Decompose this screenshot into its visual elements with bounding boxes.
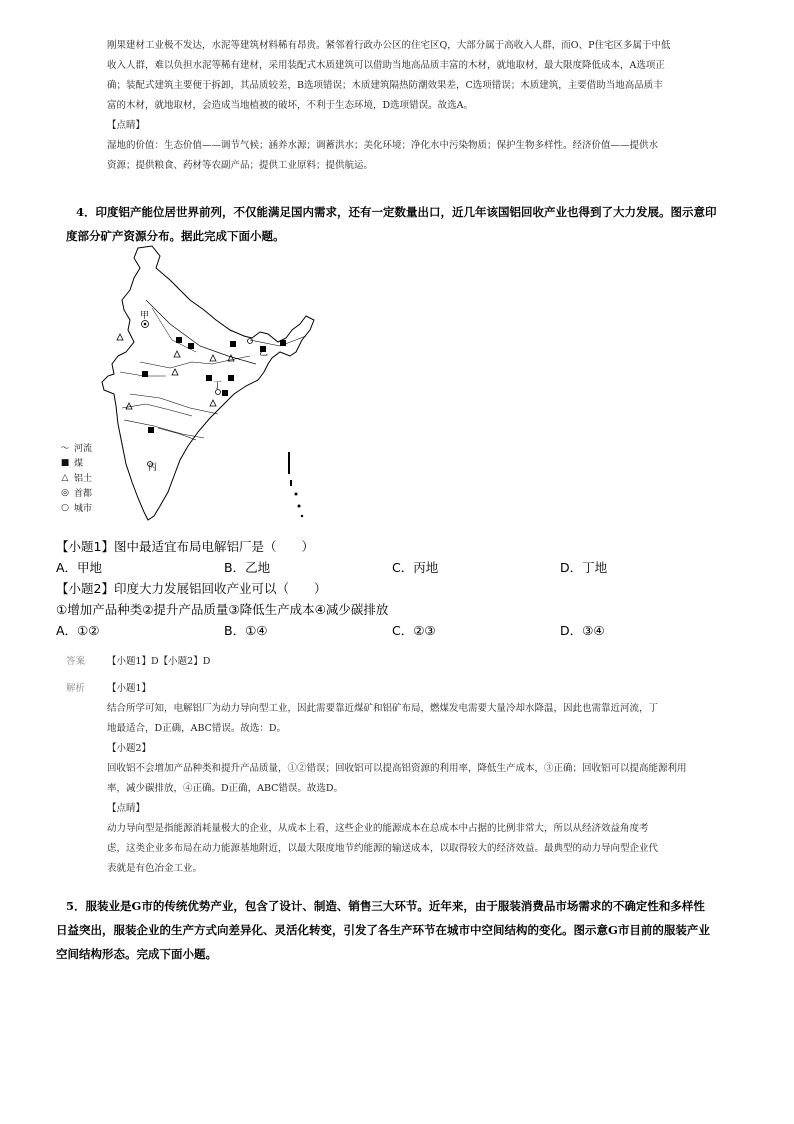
q4-stem-line: 4．印度铝产能位居世界前列，不仅能满足国内需求，还有一定数量出口，近几年该国铝回收产业也得到了大力发展。图示意印: [76, 205, 717, 219]
map-legend: [56, 440, 92, 515]
label-bing: 丙: [148, 463, 158, 473]
prev-answer-line: 富的木材，就地取材，会造成当地植被的破坏，不利于生态环境，D选项错误。故选A。: [107, 100, 473, 111]
analysis-sub1-label: 【小题1】: [107, 683, 152, 694]
sub1-options: [56, 557, 756, 578]
q5-stem-line: 日益突出，服装企业的生产方式向差异化、灵活化转变，引发了各生产环节在城市中空间结构的变化。图示意G市目前的服装产业: [56, 923, 710, 937]
bauxite-symbols: [117, 334, 234, 409]
coal-symbol-icon: ■: [60, 457, 70, 468]
q5-stem-line: 5．服装业是G市的传统优势产业，包含了设计、制造、销售三大环节。近年来，由于服装消费品市场需求的不确定性和多样性: [66, 899, 705, 913]
sub2-option-a[interactable]: A．①②: [56, 623, 100, 638]
capital-symbol-marker: [142, 321, 149, 328]
legend-item-bauxite: [56, 470, 92, 485]
analysis-block: [107, 679, 747, 879]
dianjing-line: 表就是有色冶金工业。: [107, 863, 203, 874]
andaman-islands: [288, 452, 303, 517]
river-krishna: [124, 420, 204, 438]
analysis-sub2-label: 【小题2】: [107, 743, 152, 754]
answer-text: 【小题1】D【小题2】D: [107, 656, 211, 667]
bauxite-symbol-icon: △: [61, 472, 69, 483]
sub2-stem: 【小题2】印度大力发展铝回收产业可以（ ）: [56, 581, 327, 596]
question-5-stem: [56, 894, 756, 966]
sub1-option-a[interactable]: A．甲地: [56, 560, 103, 575]
india-outline: [102, 246, 314, 520]
legend-label: 煤: [74, 459, 84, 469]
river-brahmaputra: [250, 336, 306, 346]
analysis-tag: 解析: [66, 683, 86, 694]
prev-answer-line: 收入人群，难以负担水泥等稀有建材，采用装配式木质建筑可以借助当地高品质丰富的木材，就地取材，最大限度降低成本，A选项正: [107, 60, 665, 71]
legend-item-coal: [56, 455, 92, 470]
label-jia: 甲: [140, 311, 150, 321]
legend-label: 城市: [74, 504, 93, 514]
india-mineral-map: [100, 244, 325, 529]
capital-symbol-icon: ◎: [61, 487, 69, 498]
river-symbol-icon: 〜: [60, 444, 70, 454]
legend-label: 铝土: [74, 474, 93, 484]
legend-item-river: [56, 440, 92, 455]
legend-label: 首都: [74, 489, 93, 499]
analysis-line: 结合所学可知，电解铝厂为动力导向型工业，因此需要靠近煤矿和铝矿布局，燃煤发电需要大量冷却水降温，因此也需靠近河流，丁: [107, 703, 659, 714]
sub2-option-d[interactable]: D．③④: [560, 623, 605, 638]
q5-stem-line: 空间结构形态。完成下面小题。: [56, 947, 217, 961]
river-ganges: [146, 300, 256, 364]
dianjing-line: 资源；提供粮食、药材等农副产品；提供工业原料；提供航运。: [107, 160, 374, 171]
dianjing-label: 【点睛】: [107, 120, 146, 131]
sub1-option-b[interactable]: B．乙地: [224, 560, 271, 575]
sub2-option-c[interactable]: C．②③: [392, 623, 436, 638]
dianjing-line: 虑，这类企业多布局在动力能源基地附近，以最大限度地节约能源的输送成本，以取得较大的经济效益。最典型的动力导向型企业代: [107, 843, 659, 854]
label-ding: 丁: [213, 381, 223, 391]
city-symbols: [148, 339, 253, 467]
legend-item-city: [56, 500, 92, 515]
prev-answer-line: 刚果建材工业极不发达，水泥等建筑材料稀有昂贵。紧邻着行政办公区的住宅区Q，大部分属于高收入人群，而O、P住宅区多属于中低: [107, 40, 671, 51]
answer-tag: 答案: [66, 656, 86, 667]
sub2-option-b[interactable]: B．①④: [224, 623, 268, 638]
sub1-stem: 【小题1】图中最适宜布局电解铝厂是（ ）: [56, 539, 314, 554]
question-4-stem: [66, 200, 756, 248]
legend-label: 河流: [74, 444, 93, 454]
analysis-line: 回收铝不会增加产品种类和提升产品质量，①②错误；回收铝可以提高铝资源的利用率，降低生产成本，③正确；回收铝可以提高能源利用: [107, 763, 687, 774]
q4-stem-line: 度部分矿产资源分布。据此完成下面小题。: [66, 229, 285, 243]
dianjing-line: 动力导向型是指能源消耗量极大的企业，从成本上看，这些企业的能源成本在总成本中占据的比例非常大，所以从经济效益角度考: [107, 823, 649, 834]
analysis-line: 地最适合，D正确，ABC错误。故选：D。: [107, 723, 287, 734]
label-yi: 乙: [259, 348, 269, 358]
prev-answer-block: [107, 36, 747, 176]
city-symbol-icon: ○: [61, 502, 69, 513]
legend-item-capital: [56, 485, 92, 500]
dianjing-line: 湿地的价值：生态价值——调节气候；涵养水源；调蓄洪水；美化环境；净化水中污染物质；保护生物多样性。经济价值——提供水: [107, 140, 659, 151]
sub2-items: ①增加产品种类②提升产品质量③降低生产成本④减少碳排放: [56, 602, 389, 617]
dianjing-label: 【点睛】: [107, 803, 146, 814]
analysis-line: 率，减少碳排放，④正确。D正确，ABC错误。故选D。: [107, 783, 344, 794]
sub1-option-c[interactable]: C．丙地: [392, 560, 439, 575]
sub1-option-d[interactable]: D．丁地: [560, 560, 608, 575]
prev-answer-line: 确；装配式建筑主要便于拆卸，其品质较差，B选项错误；木质建筑隔热防潮效果差，C选项错误；木质建筑，主要借助当地高品质丰: [107, 80, 663, 91]
sub2-options: [56, 620, 756, 641]
